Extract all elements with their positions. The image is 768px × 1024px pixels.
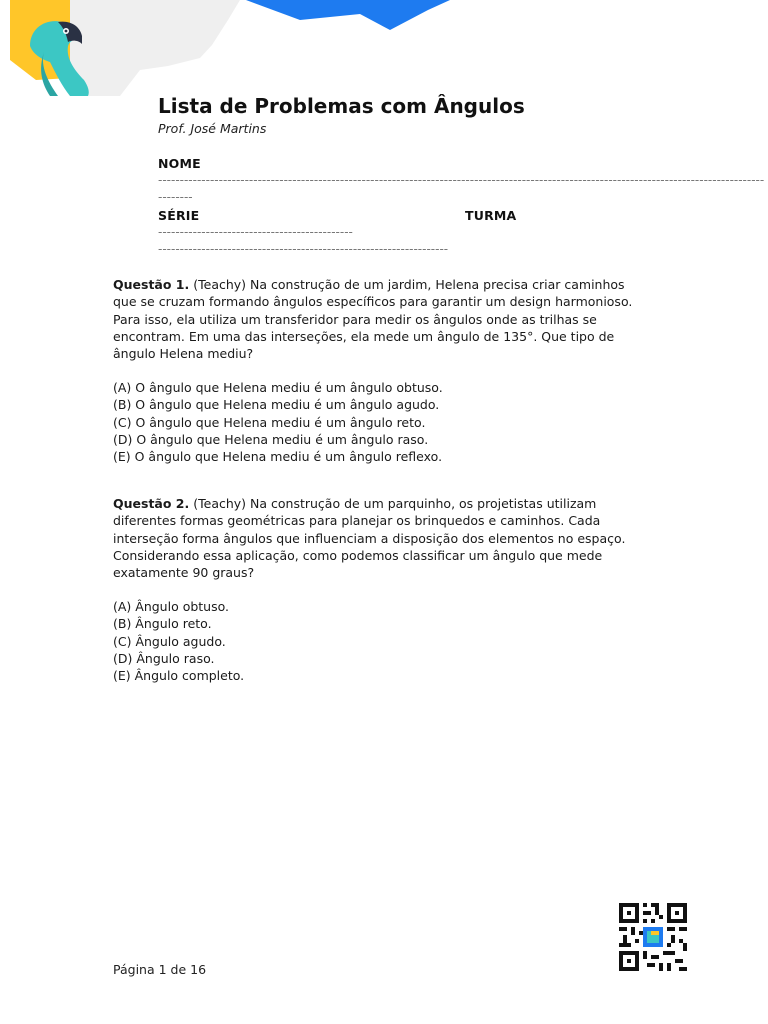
q1-option-c: (C) O ângulo que Helena mediu é um ângulo reto. xyxy=(113,414,426,430)
question-1-label: Questão 1. xyxy=(113,277,190,292)
q1-option-b: (B) O ângulo que Helena mediu é um ângulo agudo. xyxy=(113,397,440,413)
qr-code-icon xyxy=(619,903,687,971)
nome-line-wrap: -------- xyxy=(158,190,193,204)
page-title: Lista de Problemas com Ângulos xyxy=(158,94,525,118)
q1-option-e: (E) O ângulo que Helena mediu é um ângulo reflexo. xyxy=(113,449,443,465)
question-2-options xyxy=(113,598,653,684)
serie-line: --------------------------------------------- xyxy=(158,225,353,239)
nome-line: -------------------------------------------------------------------------------------------------------------------------------------------- xyxy=(158,173,765,187)
question-2-label: Questão 2. xyxy=(113,496,190,511)
q1-option-d: (D) O ângulo que Helena mediu é um ângulo raso. xyxy=(113,431,429,447)
q2-option-d: (D) Ângulo raso. xyxy=(113,650,215,666)
question-1-text: (Teachy) Na construção de um jardim, Helena precisa criar caminhos que se cruzam formando ângulos específicos para garantir um design harmonioso. Para isso, ela utiliza um transferidor para medir os ângulos onde as trilhas se encontram. Em uma das interseções, ela mede um ângulo de 135°. Que tipo de ângulo Helena mediu? xyxy=(113,277,633,362)
question-2 xyxy=(113,495,643,581)
header-gray-shape xyxy=(60,0,240,96)
nome-label: NOME xyxy=(158,156,201,171)
q2-option-a: (A) Ângulo obtuso. xyxy=(113,599,230,614)
header-decoration xyxy=(0,0,768,100)
question-1 xyxy=(113,276,643,362)
turma-line: ------------------------------------------------------------------- xyxy=(158,242,449,256)
turma-label: TURMA xyxy=(465,208,517,223)
header-blue-shape xyxy=(246,0,450,30)
author-name: Prof. José Martins xyxy=(158,121,267,136)
question-2-text: (Teachy) Na construção de um parquinho, os projetistas utilizam diferentes formas geométricas para planejar os brinquedos e caminhos. Cada interseção forma ângulos que influenciam a disposição dos elementos no espaço. Considerando essa aplicação, como podemos classificar um ângulo que mede exatamente 90 graus? xyxy=(113,496,626,581)
question-1-options xyxy=(113,379,653,465)
q1-option-a: (A) O ângulo que Helena mediu é um ângulo obtuso. xyxy=(113,380,443,395)
q2-option-b: (B) Ângulo reto. xyxy=(113,616,212,632)
q2-option-c: (C) Ângulo agudo. xyxy=(113,633,226,649)
serie-label: SÉRIE xyxy=(158,208,200,223)
page-number: Página 1 de 16 xyxy=(113,962,207,977)
q2-option-e: (E) Ângulo completo. xyxy=(113,668,245,684)
